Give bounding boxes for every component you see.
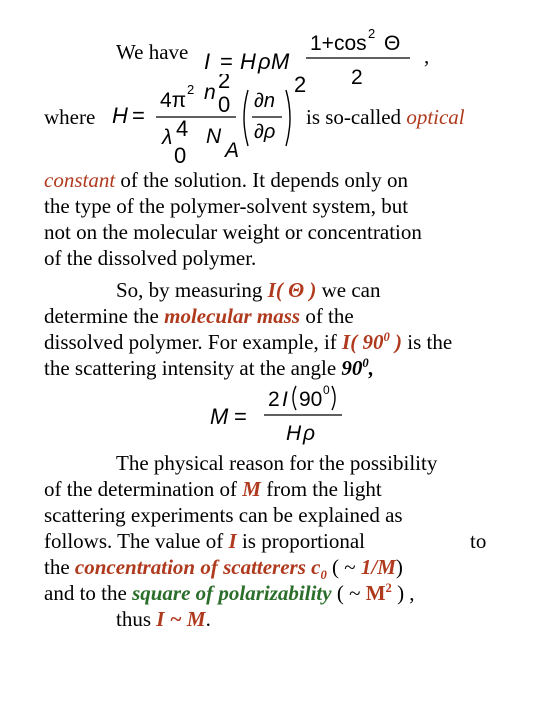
text-p4-line2: of the determination of M from the light (44, 477, 382, 501)
text-M2: $M^2$ (365, 581, 392, 605)
text-M: M (242, 477, 261, 501)
text-concentration: concentration of scatterers $c_0$ (74, 555, 327, 583)
text-I: I (228, 529, 237, 553)
text-molecular-mass: molecular mass (164, 304, 301, 328)
text-p2-line2: the type of the polymer-solvent system, but (44, 194, 409, 218)
text-p3-line3 (44, 330, 452, 354)
eq2-lambda-sub: 0 (174, 143, 187, 166)
eq2-A: A (225, 139, 240, 162)
eq2-four-pi: 4π (160, 89, 187, 112)
eq1-sq: 2 (368, 26, 376, 41)
text-ninety: $90^0$, (341, 356, 374, 380)
eq1-theta: Θ (384, 32, 401, 55)
eq1-H: H (240, 49, 256, 74)
eq3-M: M (210, 404, 229, 429)
text-is-so-called: is so-called (306, 105, 402, 129)
text-scattering: the scattering intensity at the angle (44, 356, 342, 380)
text-p2-line3: not on the molecular weight or concentration (44, 220, 422, 244)
text-optical: optical (406, 105, 465, 129)
eq1-M: M (271, 49, 290, 74)
eq1-rho: ρ (258, 49, 271, 74)
text-of-the: of the (300, 304, 354, 328)
text-p4-line4: follows. The value of I is proportional (44, 529, 366, 553)
eq1-I: I (204, 49, 211, 74)
eq2-lambda: λ (162, 126, 173, 149)
text-is-so-called-line (306, 105, 465, 129)
text-p3-line2 (44, 304, 354, 328)
text-determine: determine the (44, 304, 165, 328)
text-constant-line (44, 168, 408, 192)
eq2-n-sub: 0 (218, 92, 231, 117)
text-I-tilde-M: I ~ M (156, 607, 206, 631)
text-p2-line4: of the dissolved polymer. (44, 246, 257, 270)
eq1-den: 2 (351, 66, 363, 89)
text-one-over-M: 1/M (360, 555, 396, 579)
eq2-n-sq: 2 (218, 74, 231, 93)
text-p3-line4 (44, 356, 374, 380)
text-p4-line5: the concentration of scatterers $c_0$ ( ~ 1/M) (44, 555, 403, 583)
eq2-lambda-pow: 4 (176, 116, 189, 141)
text-where: where (44, 105, 96, 129)
eq3-I: I (282, 388, 288, 411)
eq1-num: 1+cos (310, 32, 367, 55)
text-so-by: So, by measuring (116, 278, 268, 302)
eq2-outer-sq: 2 (294, 74, 307, 97)
eq3-ninety: 90 (299, 388, 323, 411)
eq2-dn: ∂n (254, 90, 276, 112)
eq2-eq: = (132, 103, 145, 128)
eq2-N: N (206, 125, 222, 148)
eq3-H: H (286, 422, 302, 445)
text-p3-line1 (116, 278, 380, 302)
text-of-solution: of the solution. It depends only on (115, 168, 408, 192)
text-square-polarizability: square of polarizability (132, 581, 332, 605)
text-p4-line3: scattering experiments can be explained as (44, 503, 403, 527)
text-p4-line1: The physical reason for the possibility (116, 451, 438, 475)
eq1-eq: = (220, 49, 233, 74)
text-comma: , (424, 44, 430, 68)
eq2-drho: ∂ρ (254, 121, 276, 143)
equation-optical-constant (108, 74, 308, 166)
text-constant: constant (44, 168, 116, 192)
eq3-eq: = (234, 404, 247, 429)
text-is-the: is the (402, 330, 453, 354)
text-I90: I( $90^0$ ) (342, 330, 403, 354)
text-p4-line6: and to the square of polarizability ( ~ $M^2$ ) , (44, 581, 415, 605)
eq3-two: 2 (268, 388, 280, 411)
eq3-deg: 0 (323, 383, 330, 397)
text-we-have: We have (116, 40, 189, 64)
eq2-n: n (204, 81, 216, 104)
text-dissolved: dissolved polymer. For example, if (44, 330, 343, 354)
eq3-rho: ρ (303, 422, 316, 445)
text-to: to (470, 529, 487, 553)
eq2-H: H (112, 103, 128, 128)
text-I-theta: I( Θ ) (267, 278, 317, 302)
equation-molecular-mass (206, 382, 366, 448)
text-p4-line7: thus I ~ M. (116, 607, 211, 631)
eq2-sq: 2 (187, 82, 195, 97)
text-we-can: we can (316, 278, 381, 302)
